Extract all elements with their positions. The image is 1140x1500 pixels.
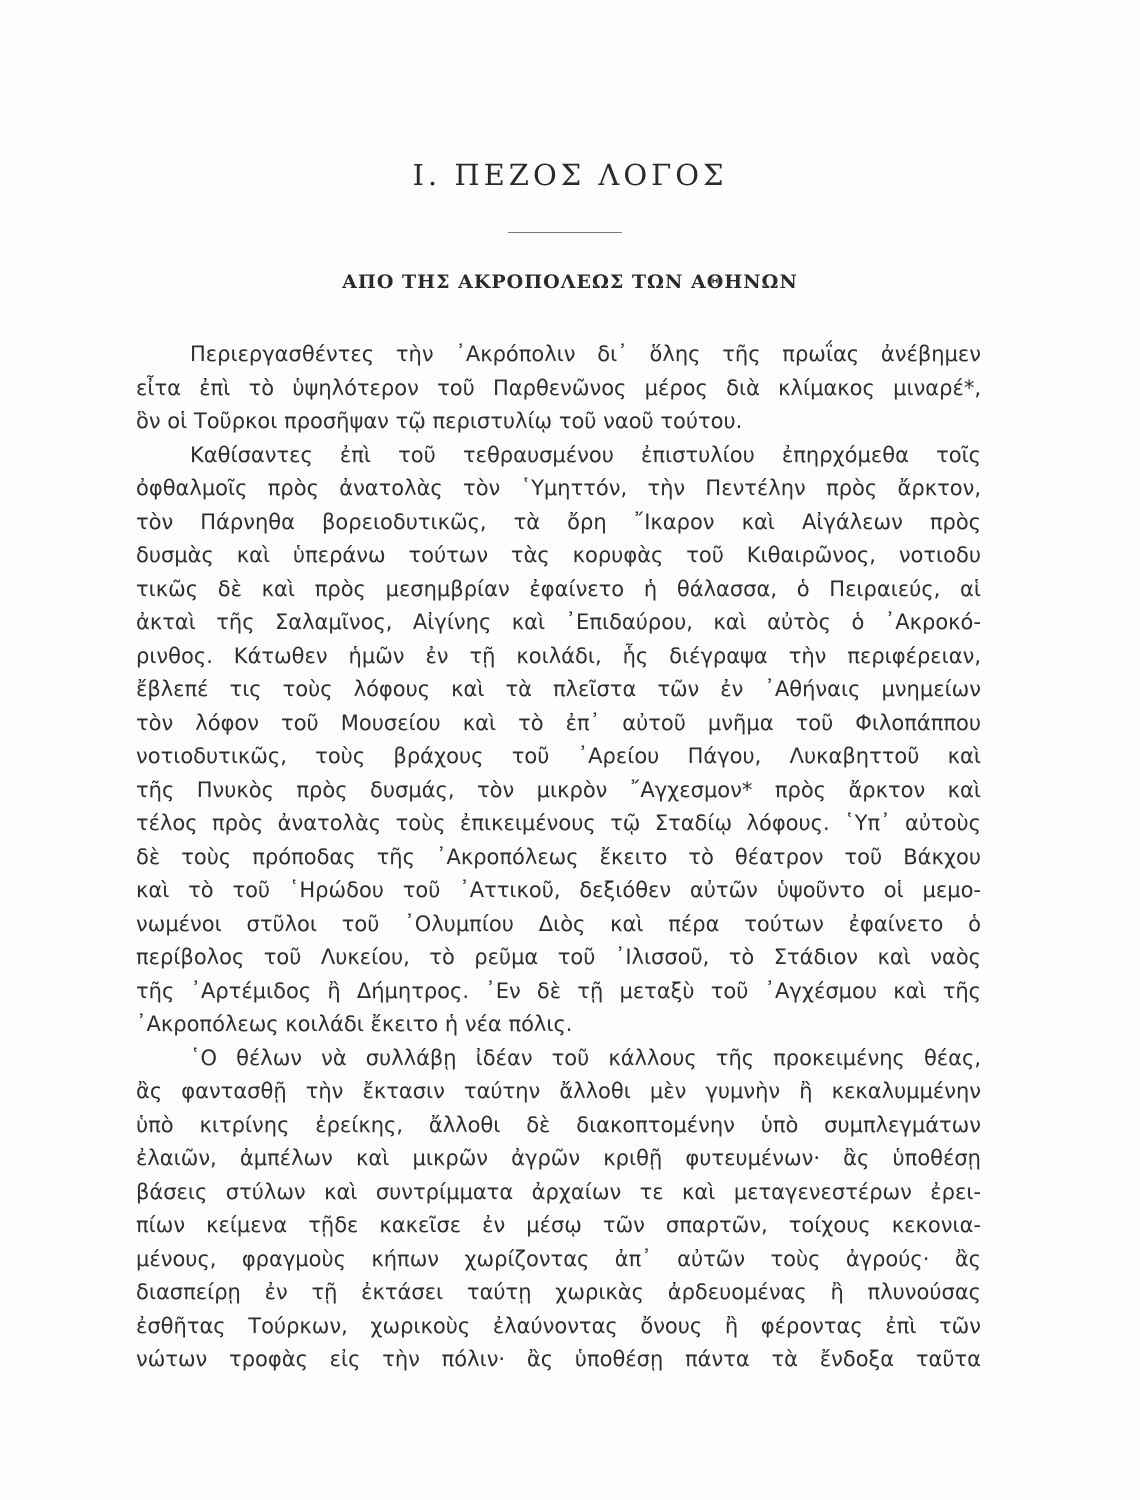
- text-line: τέλος πρὸς ἀνατολὰς τοὺς ἐπικειμένους τῷ Σταδίῳ λόφους. ῾Υπ᾿ αὐτοὺς: [136, 811, 981, 835]
- text-line: ἔβλεπέ τις τοὺς λόφους καὶ τὰ πλεῖστα τῶν ἐν ᾿Αθήναις μνημείων: [136, 677, 981, 701]
- text-line: τῆς ᾿Αρτέμιδος ἢ Δήμητρος. ᾿Εν δὲ τῇ μεταξὺ τοῦ ᾿Αγχέσμου καὶ τῆς: [136, 978, 981, 1003]
- chapter-title: Ι. ΠΕΖΟΣ ΛΟΓΟΣ: [412, 158, 728, 192]
- text-line: ἀκταὶ τῆς Σαλαμῖνος, Αἰγίνης καὶ ᾿Επιδαύρου, καὶ αὐτὸς ὁ ᾿Ακροκό-: [136, 610, 981, 634]
- text-line: ἐλαιῶν, ἀμπέλων καὶ μικρῶν ἀγρῶν κριθῇ φυτευμένων· ἂς ὑποθέσῃ: [136, 1146, 981, 1170]
- text-line: πίων κείμενα τῇδε κακεῖσε ἐν μέσῳ τῶν σπαρτῶν, τοίχους κεκονια-: [136, 1213, 981, 1237]
- text-line: ἐσθῆτας Τούρκων, χωρικοὺς ἐλαύνοντας ὄνους ἢ φέροντας ἐπὶ τῶν: [136, 1313, 981, 1338]
- text-line: δυσμὰς καὶ ὑπεράνω τούτων τὰς κορυφὰς τοῦ Κιθαιρῶνος, νοτιοδυ: [136, 543, 981, 567]
- text-line: διασπείρῃ ἐν τῇ ἐκτάσει ταύτῃ χωρικὰς ἀρδευομένας ἢ πλυνούσας: [136, 1280, 981, 1304]
- text-line: δὲ τοὺς πρόποδας τῆς ᾿Ακροπόλεως ἔκειτο τὸ θέατρον τοῦ Βάκχου: [136, 844, 981, 869]
- text-line: μένους, φραγμοὺς κήπων χωρίζοντας ἀπ᾿ αὐτῶν τοὺς ἀγρούς· ἂς: [136, 1246, 981, 1271]
- text-line: εἶτα ἐπὶ τὸ ὑψηλότερον τοῦ Παρθενῶνος μέρος διὰ κλίμακος μιναρέ*,: [136, 375, 981, 400]
- text-line: ρινθος. Κάτωθεν ἡμῶν ἐν τῇ κοιλάδι, ἧς διέγραψα τὴν περιφέρειαν,: [136, 643, 981, 668]
- text-line: ἂς φαντασθῇ τὴν ἔκτασιν ταύτην ἄλλοθι μὲν γυμνὴν ἢ κεκαλυμμένην: [136, 1079, 981, 1103]
- text-line: Περιεργασθέντες τὴν ᾿Ακρόπολιν δι᾿ ὅλης τῆς πρωΐας ἀνέβημεν: [190, 342, 981, 366]
- text-line: ᾿Ακροπόλεως κοιλάδι ἔκειτο ἡ νέα πόλις.: [136, 1012, 573, 1036]
- title-divider: [508, 232, 622, 233]
- text-line: Καθίσαντες ἐπὶ τοῦ τεθραυσμένου ἐπιστυλίου ἐπηρχόμεθα τοῖς: [190, 442, 981, 467]
- text-line: τὸν λόφον τοῦ Μουσείου καὶ τὸ ἐπ᾿ αὐτοῦ μνῆμα τοῦ Φιλοπάππου: [136, 710, 981, 735]
- text-line: ὃν οἱ Τοῦρκοι προσῆψαν τῷ περιστυλίῳ τοῦ ναοῦ τούτου.: [136, 409, 743, 433]
- text-line: ῾Ο θέλων νὰ συλλάβῃ ἰδέαν τοῦ κάλλους τῆς προκειμένης θέας,: [190, 1045, 981, 1070]
- text-line: νώτων τροφὰς εἰς τὴν πόλιν· ἂς ὑποθέσῃ πάντα τὰ ἔνδοξα ταῦτα: [136, 1347, 981, 1371]
- body-text: [136, 338, 981, 1377]
- text-line: τικῶς δὲ καὶ πρὸς μεσημβρίαν ἐφαίνετο ἡ θάλασσα, ὁ Πειραιεύς, αἱ: [136, 576, 981, 601]
- text-line: καὶ τὸ τοῦ ῾Ηρώδου τοῦ ᾿Αττικοῦ, δεξιόθεν αὐτῶν ὑψοῦντο οἱ μεμο-: [136, 878, 981, 902]
- text-line: ὑπὸ κιτρίνης ἐρείκης, ἄλλοθι δὲ διακοπτομένην ὑπὸ συμπλεγμάτων: [136, 1112, 981, 1137]
- text-line: βάσεις στύλων καὶ συντρίμματα ἀρχαίων τε καὶ μεταγενεστέρων ἐρει-: [136, 1179, 981, 1204]
- text-line: νωμένοι στῦλοι τοῦ ᾿Ολυμπίου Διὸς καὶ πέρα τούτων ἐφαίνετο ὁ: [136, 911, 981, 936]
- text-line: τῆς Πνυκὸς πρὸς δυσμάς, τὸν μικρὸν ῎Αγχεσμον* πρὸς ἄρκτον καὶ: [136, 777, 981, 802]
- text-line: ὀφθαλμοῖς πρὸς ἀνατολὰς τὸν ῾Υμηττόν, τὴν Πεντέλην πρὸς ἄρκτον,: [136, 476, 981, 500]
- section-title: ΑΠΟ ΤΗΣ ΑΚΡΟΠΟΛΕΩΣ ΤΩΝ ΑΘΗΝΩΝ: [342, 271, 798, 293]
- text-line: περίβολος τοῦ Λυκείου, τὸ ρεῦμα τοῦ ᾿Ιλισσοῦ, τὸ Στάδιον καὶ ναὸς: [136, 945, 981, 969]
- text-line: νοτιοδυτικῶς, τοὺς βράχους τοῦ ᾿Αρείου Πάγου, Λυκαβηττοῦ καὶ: [136, 744, 981, 768]
- text-line: τὸν Πάρνηθα βορειοδυτικῶς, τὰ ὄρη ῎Ικαρον καὶ Αἰγάλεων πρὸς: [136, 509, 981, 534]
